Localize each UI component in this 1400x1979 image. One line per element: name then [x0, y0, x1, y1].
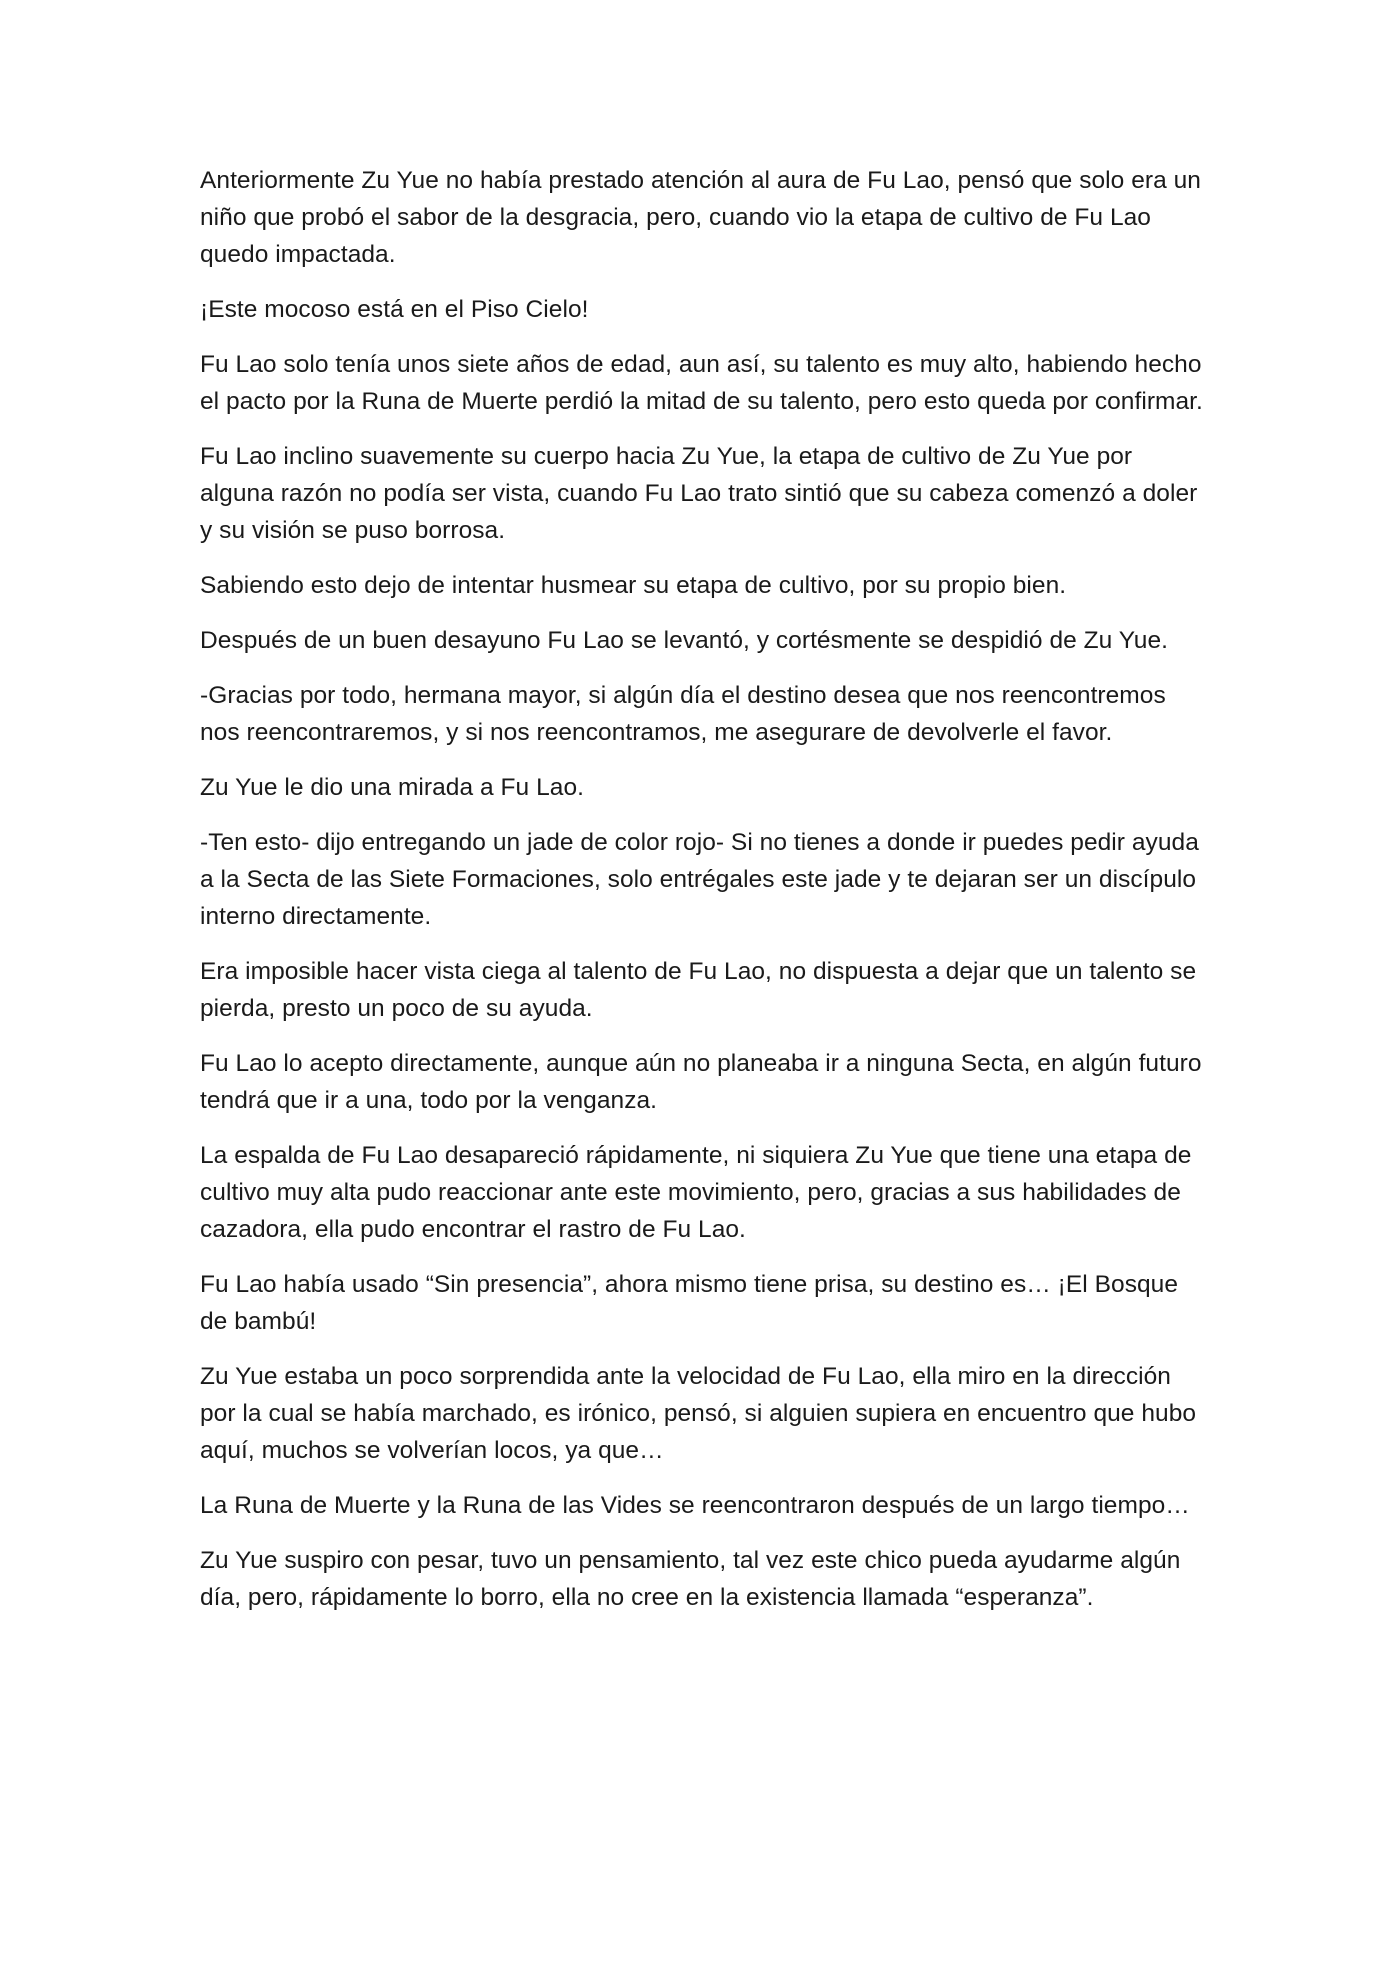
paragraph-7: -Gracias por todo, hermana mayor, si algún día el destino desea que nos reencontremos nos reencontraremos, y si nos reencontramos, me asegurare de devolverle el favor. [200, 682, 1166, 746]
paragraph-4: Fu Lao inclino suavemente su cuerpo hacia Zu Yue, la etapa de cultivo de Zu Yue por alguna razón no podía ser vista, cuando Fu Lao trato sintió que su cabeza comenzó a doler y su visión se puso borrosa. [200, 443, 1198, 544]
paragraph-1: Anteriormente Zu Yue no había prestado atención al aura de Fu Lao, pensó que solo era un niño que probó el sabor de la desgracia, pero, cuando vio la etapa de cultivo de Fu Lao quedo impactada. [200, 167, 1201, 268]
paragraph-15: La Runa de Muerte y la Runa de las Vides se reencontraron después de un largo tiempo… [200, 1492, 1190, 1519]
paragraph-5: Sabiendo esto dejo de intentar husmear su etapa de cultivo, por su propio bien. [200, 572, 1067, 599]
paragraph-8: Zu Yue le dio una mirada a Fu Lao. [200, 774, 584, 801]
paragraph-6: Después de un buen desayuno Fu Lao se levantó, y cortésmente se despidió de Zu Yue. [200, 627, 1169, 654]
paragraph-14: Zu Yue estaba un poco sorprendida ante la velocidad de Fu Lao, ella miro en la dirección por la cual se había marchado, es irónico, pensó, si alguien supiera en encuentro que hubo aquí, muchos se volverían locos, ya que… [200, 1363, 1197, 1464]
paragraph-13: Fu Lao había usado “Sin presencia”, ahora mismo tiene prisa, su destino es… ¡El Bosque de bambú! [200, 1271, 1179, 1335]
paragraph-16: Zu Yue suspiro con pesar, tuvo un pensamiento, tal vez este chico pueda ayudarme algún día, pero, rápidamente lo borro, ella no cree en la existencia llamada “esperanza”. [200, 1547, 1181, 1611]
paragraph-12: La espalda de Fu Lao desapareció rápidamente, ni siquiera Zu Yue que tiene una etapa de cultivo muy alta pudo reaccionar ante este movimiento, pero, gracias a sus habilidades de cazadora, ella pudo encontrar el rastro de Fu Lao. [200, 1142, 1192, 1243]
document-body [200, 162, 1210, 1634]
paragraph-9: -Ten esto- dijo entregando un jade de color rojo- Si no tienes a donde ir puedes pedir ayuda a la Secta de las Siete Formaciones, solo entrégales este jade y te dejaran ser un discípulo interno directamente. [200, 829, 1199, 930]
paragraph-10: Era imposible hacer vista ciega al talento de Fu Lao, no dispuesta a dejar que un talento se pierda, presto un poco de su ayuda. [200, 958, 1197, 1022]
paragraph-11: Fu Lao lo acepto directamente, aunque aún no planeaba ir a ninguna Secta, en algún futuro tendrá que ir a una, todo por la venganza. [200, 1050, 1202, 1114]
paragraph-3: Fu Lao solo tenía unos siete años de edad, aun así, su talento es muy alto, habiendo hecho el pacto por la Runa de Muerte perdió la mitad de su talento, pero esto queda por confirmar. [200, 351, 1203, 415]
paragraph-2: ¡Este mocoso está en el Piso Cielo! [200, 296, 589, 323]
